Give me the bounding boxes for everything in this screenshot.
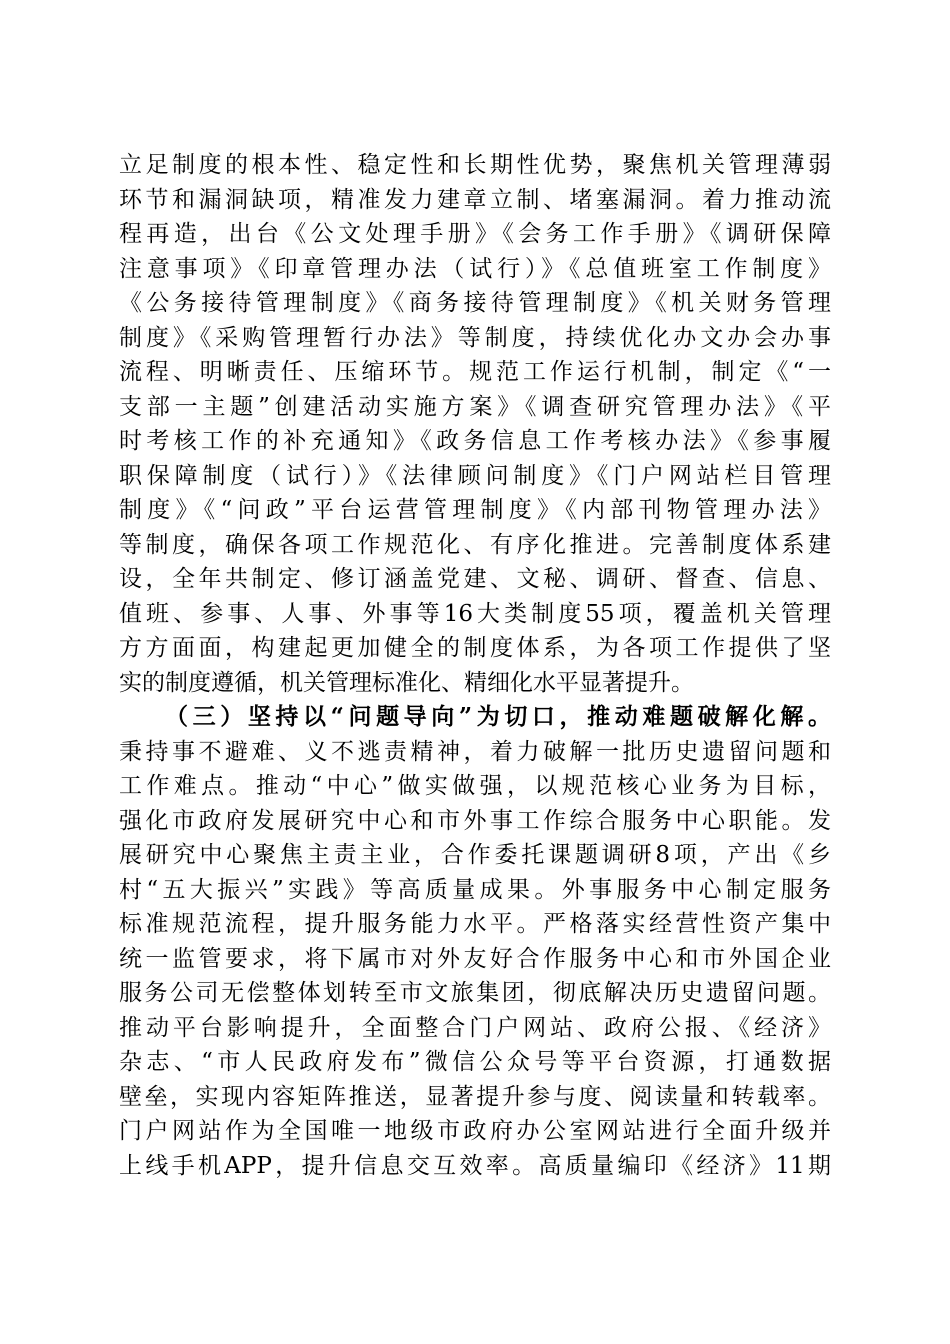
- text-line: 上线手机APP，提升信息交互效率。高质量编印《经济》11期: [119, 1152, 831, 1179]
- section-heading: （三）坚持以“问题导向”为切口，推动难题破解化解。: [165, 703, 831, 730]
- text-line: 等制度，确保各项工作规范化、有序化推进。完善制度体系建: [119, 531, 831, 558]
- text-line: 环节和漏洞缺项，精准发力建章立制、堵塞漏洞。着力推动流: [119, 186, 831, 213]
- text-line: 支部一主题”创建活动实施方案》《调查研究管理办法》《平: [119, 393, 831, 420]
- text-line: 壁垒，实现内容矩阵推送，显著提升参与度、阅读量和转载率。: [119, 1083, 831, 1110]
- text-line: 标准规范流程，提升服务能力水平。严格落实经营性资产集中: [119, 911, 831, 937]
- text-line: 实的制度遵循，机关管理标准化、精细化水平显著提升。: [119, 669, 694, 696]
- text-line: 展研究中心聚焦主责主业，合作委托课题调研8项，产出《乡: [119, 842, 831, 868]
- text-line: 服务公司无偿整体划转至市文旅集团，彻底解决历史遗留问题。: [119, 980, 831, 1006]
- text-line: 《公务接待管理制度》《商务接待管理制度》《机关财务管理: [119, 290, 831, 316]
- text-line: 职保障制度（试行）》《法律顾问制度》《门户网站栏目管理: [119, 462, 831, 489]
- text-line: 注意事项》《印章管理办法（试行）》《总值班室工作制度》: [119, 255, 831, 282]
- text-line: 制度》《“问政”平台运营管理制度》《内部刊物管理办法》: [119, 497, 831, 523]
- text-line: 村“五大振兴”实践》等高质量成果。外事服务中心制定服务: [119, 876, 831, 903]
- text-line: 制度》《采购管理暂行办法》等制度，持续优化办文办会办事: [119, 324, 831, 351]
- text-line: 杂志、“市人民政府发布”微信公众号等平台资源，打通数据: [119, 1049, 831, 1075]
- text-line: 推动平台影响提升，全面整合门户网站、政府公报、《经济》: [119, 1014, 831, 1041]
- text-line: 流程、明晰责任、压缩环节。规范工作运行机制，制定《“一: [119, 359, 831, 385]
- text-line: 工作难点。推动“中心”做实做强，以规范核心业务为目标，: [119, 773, 831, 799]
- text-line: 程再造，出台《公文处理手册》《会务工作手册》《调研保障: [119, 221, 831, 247]
- text-line: 设，全年共制定、修订涵盖党建、文秘、调研、督查、信息、: [119, 566, 831, 592]
- body-text: [119, 148, 831, 1183]
- text-line: 门户网站作为全国唯一地级市政府办公室网站进行全面升级并: [119, 1118, 831, 1144]
- text-line: 立足制度的根本性、稳定性和长期性优势，聚焦机关管理薄弱: [119, 152, 831, 178]
- text-line: 时考核工作的补充通知》《政务信息工作考核办法》《参事履: [119, 428, 831, 454]
- text-line: 统一监管要求，将下属市对外友好合作服务中心和市外国企业: [119, 945, 831, 972]
- text-line: 强化市政府发展研究中心和市外事工作综合服务中心职能。发: [119, 807, 831, 834]
- text-line: 值班、参事、人事、外事等16大类制度55项，覆盖机关管理: [119, 600, 831, 627]
- text-line: 秉持事不避难、义不逃责精神，着力破解一批历史遗留问题和: [119, 738, 831, 765]
- text-line: 方方面面，构建起更加健全的制度体系，为各项工作提供了坚: [119, 635, 831, 661]
